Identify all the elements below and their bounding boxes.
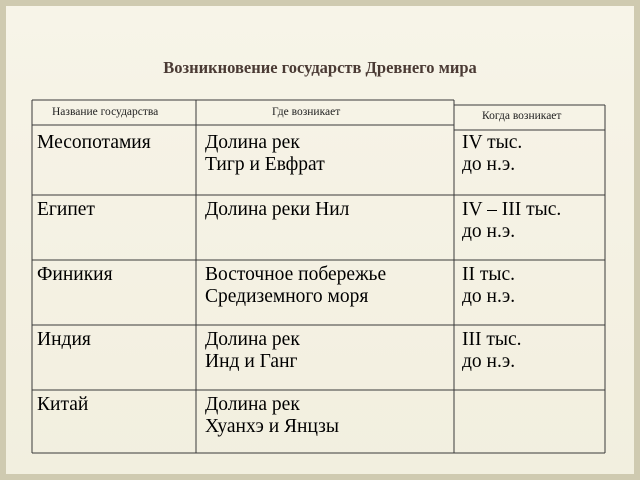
cell-where-india: Долина рек Инд и Ганг (205, 329, 300, 372)
cell-where-phoenicia: Восточное побережье Средиземного моря (205, 264, 387, 307)
cell-when-phoenicia: II тыс. до н.э. (462, 264, 516, 307)
header-state-name: Название государства (52, 106, 159, 118)
header-where: Где возникает (272, 106, 341, 118)
cell-where-egypt: Долина реки Нил (205, 199, 350, 220)
cell-name-india: Индия (37, 329, 91, 350)
cell-where-mesopotamia: Долина рек Тигр и Евфрат (205, 132, 325, 175)
cell-name-china: Китай (37, 394, 89, 415)
cell-name-phoenicia: Финикия (37, 264, 113, 285)
page-title: Возникновение государств Древнего мира (163, 58, 477, 77)
header-when: Когда возникает (482, 110, 562, 122)
cell-name-mesopotamia: Месопотамия (37, 132, 151, 153)
cell-where-china: Долина рек Хуанхэ и Янцзы (205, 394, 339, 437)
cell-when-egypt: IV – III тыс. до н.э. (462, 199, 562, 242)
cell-when-mesopotamia: IV тыс. до н.э. (462, 132, 523, 175)
cell-name-egypt: Египет (37, 199, 95, 220)
cell-when-india: III тыс. до н.э. (462, 329, 522, 372)
